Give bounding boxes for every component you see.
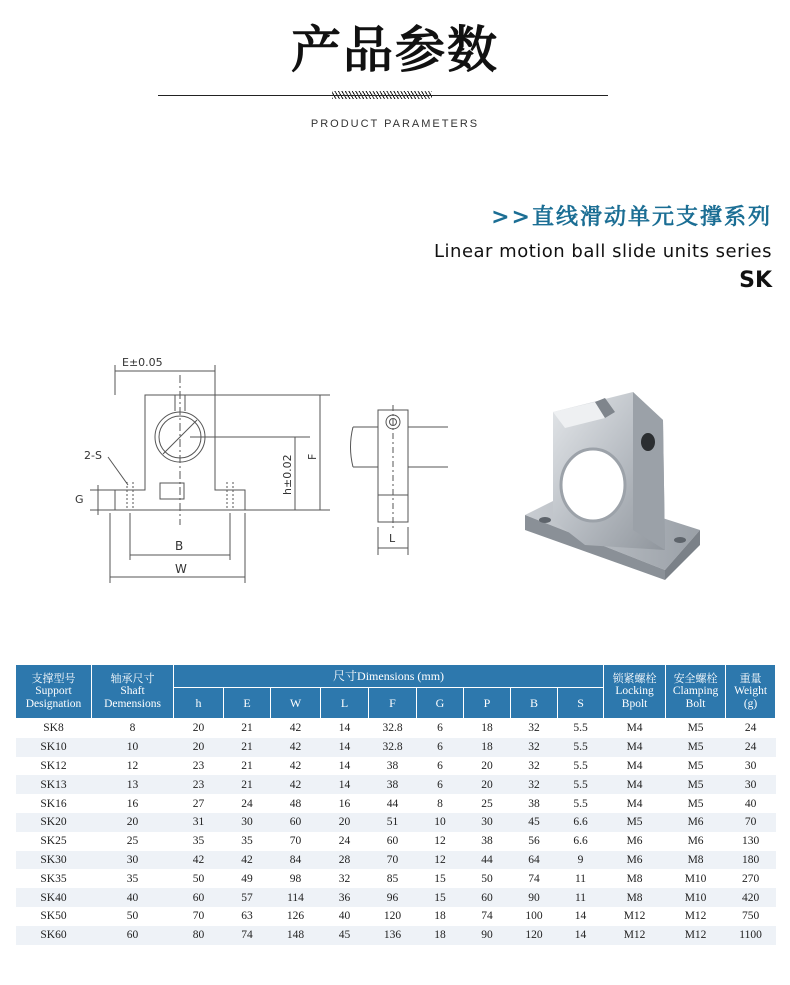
table-cell: 14: [321, 757, 369, 776]
table-row: [16, 794, 776, 813]
table-cell: 30: [464, 813, 511, 832]
table-cell: M12: [666, 907, 726, 926]
table-cell: 6.6: [558, 832, 604, 851]
table-cell: 23: [174, 757, 224, 776]
table-cell: 5.5: [558, 738, 604, 757]
table-cell: 35: [224, 832, 271, 851]
table-cell: 51: [369, 813, 417, 832]
table-cell: M8: [604, 869, 666, 888]
table-cell: 21: [224, 757, 271, 776]
table-cell: 30: [726, 757, 776, 776]
label-h: h±0.02: [281, 454, 294, 495]
table-cell: 12: [417, 832, 464, 851]
header-s: S: [558, 688, 604, 719]
table-cell: 60: [174, 888, 224, 907]
table-cell: 126: [271, 907, 321, 926]
table-cell: 18: [417, 926, 464, 945]
table-cell: 5.5: [558, 794, 604, 813]
table-cell: SK25: [16, 832, 92, 851]
table-cell: 20: [174, 719, 224, 738]
table-cell: 42: [271, 738, 321, 757]
header-l: L: [321, 688, 369, 719]
table-cell: 32: [511, 719, 558, 738]
table-cell: 30: [224, 813, 271, 832]
table-cell: 40: [726, 794, 776, 813]
table-cell: SK35: [16, 869, 92, 888]
table-cell: 18: [464, 738, 511, 757]
header-locking: 锁紧螺栓 Locking Bpolt: [604, 665, 666, 719]
table-cell: 60: [271, 813, 321, 832]
table-cell: 38: [369, 757, 417, 776]
table-row: [16, 926, 776, 945]
table-row: [16, 888, 776, 907]
table-cell: 35: [174, 832, 224, 851]
table-cell: 74: [511, 869, 558, 888]
header-weight: 重量 Weight (g): [726, 665, 776, 719]
table-cell: 20: [321, 813, 369, 832]
table-cell: SK13: [16, 775, 92, 794]
page-subtitle: PRODUCT PARAMETERS: [310, 118, 480, 130]
title-hatch-ornament: [332, 91, 432, 99]
table-row: [16, 907, 776, 926]
table-cell: 120: [511, 926, 558, 945]
table-cell: 60: [92, 926, 174, 945]
table-cell: 420: [726, 888, 776, 907]
table-cell: 8: [417, 794, 464, 813]
label-b: B: [175, 539, 184, 553]
table-cell: 11: [558, 869, 604, 888]
table-cell: M8: [666, 851, 726, 870]
table-cell: 28: [321, 851, 369, 870]
table-cell: 90: [511, 888, 558, 907]
table-cell: 6: [417, 719, 464, 738]
table-cell: 96: [369, 888, 417, 907]
table-cell: M12: [604, 926, 666, 945]
table-cell: 40: [321, 907, 369, 926]
side-view: [351, 405, 449, 555]
table-cell: 20: [92, 813, 174, 832]
table-cell: 38: [511, 794, 558, 813]
table-cell: M4: [604, 719, 666, 738]
table-cell: 6: [417, 757, 464, 776]
label-f: F: [306, 453, 319, 460]
table-cell: M5: [666, 738, 726, 757]
table-cell: M12: [666, 926, 726, 945]
table-cell: 14: [321, 719, 369, 738]
header-clamping: 安全螺栓 Clamping Bolt: [666, 665, 726, 719]
table-cell: 21: [224, 738, 271, 757]
table-cell: SK50: [16, 907, 92, 926]
header-b: B: [511, 688, 558, 719]
table-cell: SK8: [16, 719, 92, 738]
spec-table: [15, 664, 776, 945]
table-cell: 23: [174, 775, 224, 794]
table-row: [16, 832, 776, 851]
table-cell: 14: [321, 738, 369, 757]
header-designation: 支撑型号 Support Designation: [16, 665, 92, 719]
table-row: [16, 775, 776, 794]
table-cell: M10: [666, 869, 726, 888]
label-2s: 2-S: [84, 449, 102, 462]
table-cell: 11: [558, 888, 604, 907]
table-cell: 42: [271, 719, 321, 738]
table-cell: 60: [464, 888, 511, 907]
table-cell: 32: [511, 738, 558, 757]
table-cell: 31: [174, 813, 224, 832]
table-cell: 74: [224, 926, 271, 945]
table-cell: 32.8: [369, 738, 417, 757]
series-title-en: Linear motion ball slide units series: [434, 241, 772, 262]
table-cell: 114: [271, 888, 321, 907]
header-f: F: [369, 688, 417, 719]
table-cell: 38: [464, 832, 511, 851]
table-cell: 5.5: [558, 757, 604, 776]
table-cell: 42: [271, 775, 321, 794]
table-cell: M4: [604, 775, 666, 794]
page-title: 产品参数: [291, 21, 499, 79]
table-cell: 80: [174, 926, 224, 945]
table-cell: 57: [224, 888, 271, 907]
table-cell: 6.6: [558, 813, 604, 832]
table-cell: 14: [558, 926, 604, 945]
table-cell: 32: [511, 775, 558, 794]
table-row: [16, 851, 776, 870]
table-cell: M4: [604, 757, 666, 776]
technical-drawing: [70, 345, 450, 585]
table-cell: 25: [92, 832, 174, 851]
table-row: [16, 719, 776, 738]
table-cell: SK30: [16, 851, 92, 870]
table-cell: 13: [92, 775, 174, 794]
table-cell: 16: [321, 794, 369, 813]
series-code: SK: [739, 268, 772, 293]
table-cell: 90: [464, 926, 511, 945]
table-cell: SK40: [16, 888, 92, 907]
table-cell: 5.5: [558, 719, 604, 738]
table-row: [16, 869, 776, 888]
table-cell: 14: [558, 907, 604, 926]
table-cell: 10: [92, 738, 174, 757]
table-cell: SK12: [16, 757, 92, 776]
table-cell: 44: [464, 851, 511, 870]
table-cell: 12: [92, 757, 174, 776]
table-cell: 21: [224, 719, 271, 738]
table-cell: 130: [726, 832, 776, 851]
table-cell: SK10: [16, 738, 92, 757]
table-cell: 12: [417, 851, 464, 870]
table-cell: 15: [417, 869, 464, 888]
table-cell: 35: [92, 869, 174, 888]
table-cell: 5.5: [558, 775, 604, 794]
table-cell: 50: [174, 869, 224, 888]
table-cell: 16: [92, 794, 174, 813]
header-dimensions: 尺寸Dimensions (mm): [174, 665, 604, 688]
table-cell: 40: [92, 888, 174, 907]
table-cell: 42: [174, 851, 224, 870]
table-cell: 10: [417, 813, 464, 832]
table-cell: 6: [417, 738, 464, 757]
table-cell: 15: [417, 888, 464, 907]
table-cell: 36: [321, 888, 369, 907]
product-photo: [515, 380, 715, 580]
table-cell: 24: [726, 738, 776, 757]
table-cell: 42: [224, 851, 271, 870]
table-cell: 32: [511, 757, 558, 776]
table-row: [16, 738, 776, 757]
table-cell: M6: [666, 813, 726, 832]
table-cell: M5: [604, 813, 666, 832]
table-cell: 45: [511, 813, 558, 832]
table-cell: M5: [666, 775, 726, 794]
table-cell: M6: [604, 832, 666, 851]
table-cell: 44: [369, 794, 417, 813]
table-cell: 70: [726, 813, 776, 832]
table-cell: 24: [224, 794, 271, 813]
table-cell: 24: [321, 832, 369, 851]
table-cell: 70: [271, 832, 321, 851]
table-cell: 45: [321, 926, 369, 945]
table-cell: 148: [271, 926, 321, 945]
table-cell: 20: [464, 757, 511, 776]
label-e: E±0.05: [122, 356, 163, 369]
table-cell: SK60: [16, 926, 92, 945]
table-cell: 84: [271, 851, 321, 870]
header-g: G: [417, 688, 464, 719]
table-cell: M6: [604, 851, 666, 870]
table-cell: 120: [369, 907, 417, 926]
table-cell: 18: [417, 907, 464, 926]
table-cell: 14: [321, 775, 369, 794]
table-cell: M6: [666, 832, 726, 851]
table-cell: 100: [511, 907, 558, 926]
table-cell: M8: [604, 888, 666, 907]
table-cell: 50: [464, 869, 511, 888]
table-row: [16, 757, 776, 776]
table-cell: M10: [666, 888, 726, 907]
table-cell: 27: [174, 794, 224, 813]
table-cell: 98: [271, 869, 321, 888]
header-h: h: [174, 688, 224, 719]
table-cell: M5: [666, 757, 726, 776]
table-cell: 56: [511, 832, 558, 851]
table-cell: 18: [464, 719, 511, 738]
table-cell: 60: [369, 832, 417, 851]
table-cell: 25: [464, 794, 511, 813]
table-cell: M12: [604, 907, 666, 926]
table-cell: 32: [321, 869, 369, 888]
header-shaft: 轴承尺寸 Shaft Demensions: [92, 665, 174, 719]
table-cell: 8: [92, 719, 174, 738]
table-cell: 30: [726, 775, 776, 794]
table-cell: 180: [726, 851, 776, 870]
series-title-cn: >>直线滑动单元支撑系列: [491, 205, 772, 230]
table-cell: 9: [558, 851, 604, 870]
table-cell: 1100: [726, 926, 776, 945]
spec-table-body: [16, 719, 776, 945]
table-cell: 20: [464, 775, 511, 794]
table-row: [16, 813, 776, 832]
table-cell: 32.8: [369, 719, 417, 738]
table-cell: 48: [271, 794, 321, 813]
table-cell: SK16: [16, 794, 92, 813]
label-g: G: [75, 493, 84, 506]
label-l: L: [389, 532, 396, 545]
table-cell: 21: [224, 775, 271, 794]
table-cell: 63: [224, 907, 271, 926]
table-cell: 38: [369, 775, 417, 794]
table-cell: 42: [271, 757, 321, 776]
header-p: P: [464, 688, 511, 719]
table-cell: 6: [417, 775, 464, 794]
label-w: W: [175, 562, 187, 576]
table-cell: 50: [92, 907, 174, 926]
table-cell: 270: [726, 869, 776, 888]
table-cell: 136: [369, 926, 417, 945]
table-cell: 30: [92, 851, 174, 870]
table-cell: 24: [726, 719, 776, 738]
table-cell: SK20: [16, 813, 92, 832]
table-cell: M5: [666, 719, 726, 738]
table-cell: M5: [666, 794, 726, 813]
table-cell: 70: [369, 851, 417, 870]
header-e: E: [224, 688, 271, 719]
table-cell: 49: [224, 869, 271, 888]
table-cell: 85: [369, 869, 417, 888]
table-cell: 20: [174, 738, 224, 757]
table-cell: 74: [464, 907, 511, 926]
table-cell: M4: [604, 794, 666, 813]
table-cell: 70: [174, 907, 224, 926]
table-cell: 750: [726, 907, 776, 926]
table-cell: M4: [604, 738, 666, 757]
header-w: W: [271, 688, 321, 719]
table-cell: 64: [511, 851, 558, 870]
